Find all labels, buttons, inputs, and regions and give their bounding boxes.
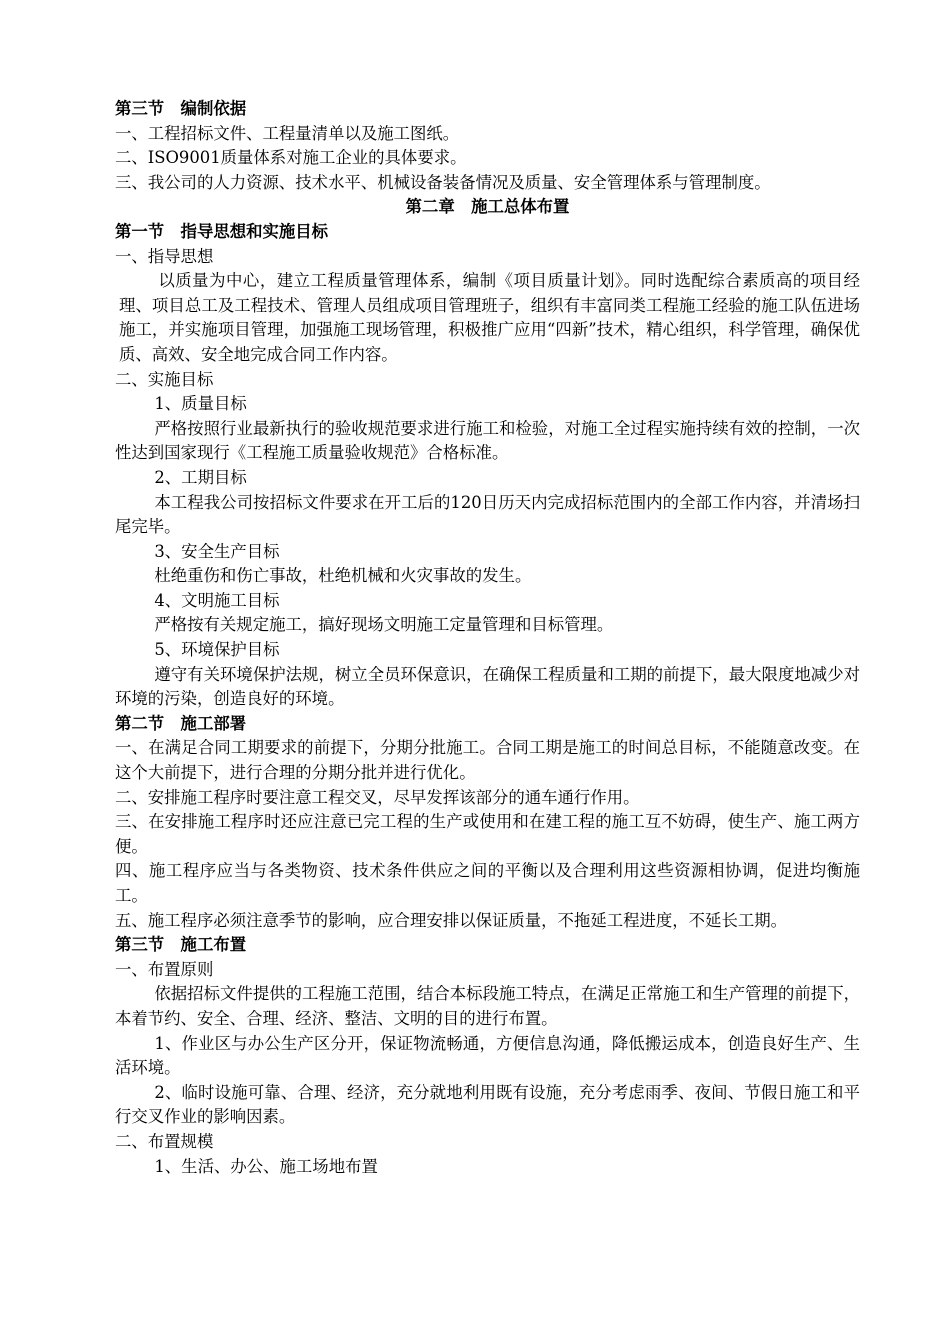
subsection-heading: 二、实施目标 bbox=[115, 369, 214, 389]
section-heading: 第三节 编制依据 bbox=[115, 99, 247, 118]
paragraph: 2、临时设施可靠、合理、经济，充分就地利用既有设施，充分考虑雨季、夜间、节假日施工和平行交叉作业的影响因素。 bbox=[115, 1082, 860, 1127]
paragraph: 严格按照行业最新执行的验收规范要求进行施工和检验，对施工全过程实施持续有效的控制，一次性达到国家现行《工程施工质量验收规范》合格标准。 bbox=[115, 418, 860, 463]
paragraph: 四、施工程序应当与各类物资、技术条件供应之间的平衡以及合理利用这些资源相协调，促进均衡施工。 bbox=[115, 861, 860, 905]
goal-heading: 1、质量目标 bbox=[154, 394, 247, 414]
section-heading: 第二节 施工部署 bbox=[115, 713, 247, 733]
subsection-heading: 一、指导思想 bbox=[115, 246, 214, 266]
paragraph: 三、我公司的人力资源、技术水平、机械设备装备情况及质量、安全管理体系与管理制度。 bbox=[115, 172, 771, 192]
paragraph: 二、ISO9001质量体系对施工企业的具体要求。 bbox=[115, 148, 467, 168]
paragraph: 杜绝重伤和伤亡事故，杜绝机械和火灾事故的发生。 bbox=[154, 566, 532, 586]
subsection-heading: 一、布置原则 bbox=[115, 959, 214, 979]
paragraph: 二、安排施工程序时要注意工程交叉，尽早发挥该部分的通车通行作用。 bbox=[115, 787, 640, 807]
paragraph: 依据招标文件提供的工程施工范围，结合本标段施工特点，在满足正常施工和生产管理的前提下，本着节约、安全、合理、经济、整洁、文明的目的进行布置。 bbox=[115, 984, 860, 1028]
paragraph: 一、工程招标文件、工程量清单以及施工图纸。 bbox=[115, 123, 460, 143]
section-heading: 第三节 施工布置 bbox=[115, 935, 247, 955]
chapter-heading: 第二章 施工总体布置 bbox=[405, 197, 570, 217]
paragraph: 三、在安排施工程序时还应注意已完工程的生产或使用和在建工程的施工互不妨碍，使生产、施工两方便。 bbox=[115, 812, 860, 856]
paragraph: 本工程我公司按招标文件要求在开工后的120日历天内完成招标范围内的全部工作内容，并清场扫尾完毕。 bbox=[115, 492, 860, 537]
document-page bbox=[115, 97, 860, 1179]
goal-heading: 4、文明施工目标 bbox=[154, 590, 280, 610]
paragraph: 遵守有关环境保护法规，树立全员环保意识，在确保工程质量和工期的前提下，最大限度地减少对环境的污染，创造良好的环境。 bbox=[115, 664, 860, 709]
paragraph: 五、施工程序必须注意季节的影响，应合理安排以保证质量，不拖延工程进度，不延长工期。 bbox=[115, 910, 788, 930]
paragraph: 1、作业区与办公生产区分开，保证物流畅通，方便信息沟通，降低搬运成本，创造良好生产、生活环境。 bbox=[115, 1033, 860, 1078]
paragraph: 一、在满足合同工期要求的前提下，分期分批施工。合同工期是施工的时间总目标，不能随意改变。在这个大前提下，进行合理的分期分批并进行优化。 bbox=[115, 738, 860, 783]
paragraph: 1、生活、办公、施工场地布置 bbox=[154, 1156, 378, 1176]
paragraph: 严格按有关规定施工，搞好现场文明施工定量管理和目标管理。 bbox=[154, 615, 614, 635]
paragraph: 以质量为中心，建立工程质量管理体系，编制《项目质量计划》。同时选配综合素质高的项目经理、项目总工及工程技术、管理人员组成项目管理班子，组织有丰富同类工程施工经验的施工队伍进场施工，并实施项目管理，加强施工现场管理，积极推广应用“四新”技术，精心组织，科学管理，确保优质、高效、安全地完成合同工作内容。 bbox=[119, 271, 860, 364]
subsection-heading: 二、布置规模 bbox=[115, 1131, 214, 1151]
goal-heading: 3、安全生产目标 bbox=[154, 541, 280, 561]
goal-heading: 5、环境保护目标 bbox=[154, 640, 280, 660]
section-heading: 第一节 指导思想和实施目标 bbox=[115, 221, 329, 241]
goal-heading: 2、工期目标 bbox=[154, 467, 247, 487]
